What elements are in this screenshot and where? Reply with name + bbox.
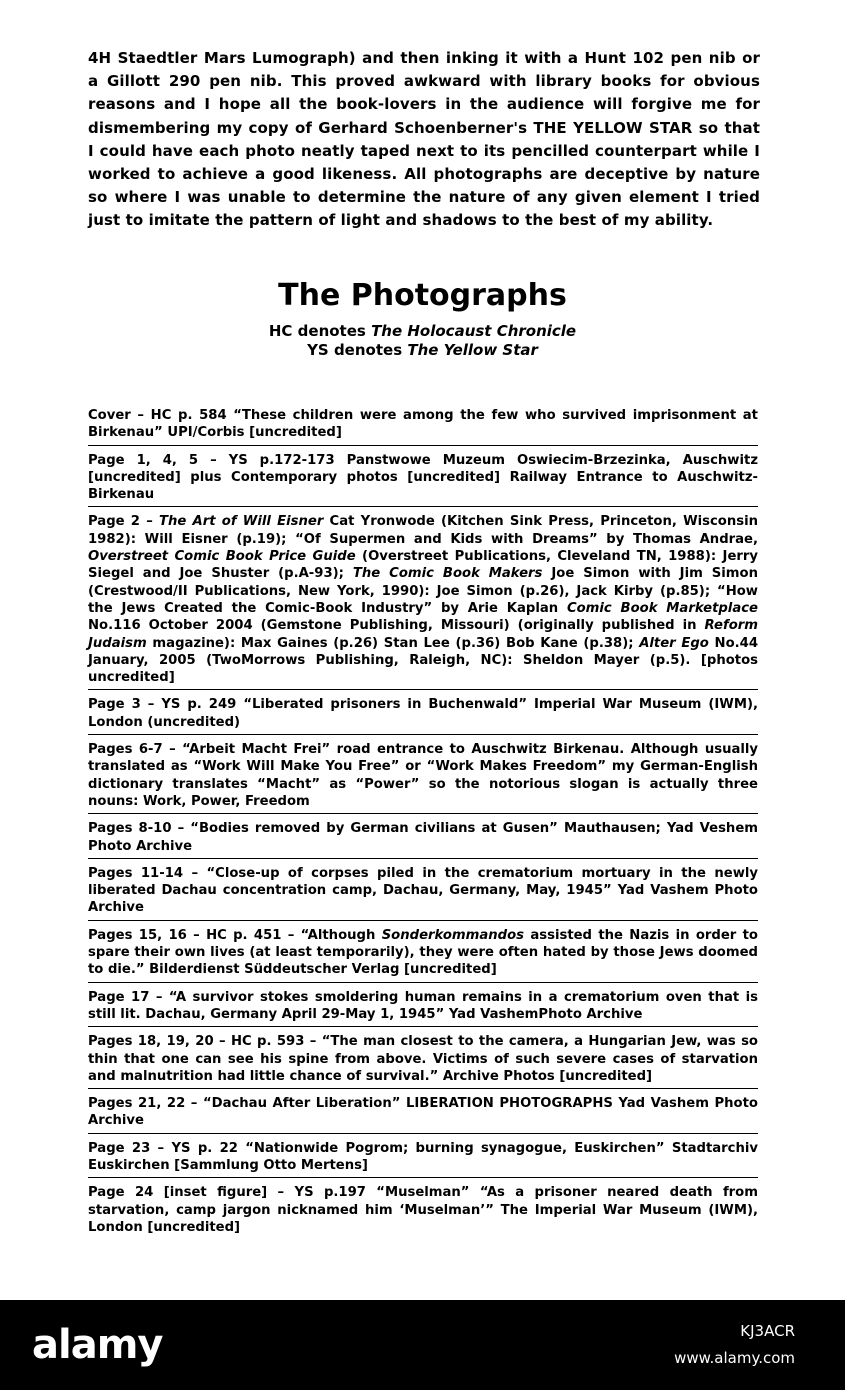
credit-text: No.44 January, 2005 (TwoMorrows Publishing, Raleigh, NC): Sheldon Mayer (p.5). [photos uncredited] [88, 635, 758, 686]
legend-line-hc [0, 322, 845, 341]
credit-text: Page 3 – YS p. 249 “Liberated prisoners in Buchenwald” Imperial War Museum (IWM), London (uncredited) [88, 697, 758, 730]
credit-entry [88, 820, 758, 859]
footer-url: www.alamy.com [674, 1349, 795, 1367]
credit-entry [88, 865, 758, 921]
credit-text: Page 23 – YS p. 22 “Nationwide Pogrom; burning synagogue, Euskirchen” Stadtarchiv Euskirchen [Sammlung Otto Mertens] [88, 1140, 758, 1173]
credit-title-italic: Overstreet Comic Book Price Guide [88, 549, 356, 565]
credit-text: Cat Yronwode (Kitchen Sink Press, Princeton, Wisconsin 1982): Will Eisner (p.19); “Of Supermen and Kids with Dreams” by Thomas Andrae, [88, 514, 759, 547]
credit-entry [88, 513, 758, 690]
watermark-footer [0, 1300, 845, 1390]
credit-entry [88, 1033, 758, 1089]
intro-paragraph: 4H Staedtler Mars Lumograph) and then inking it with a Hunt 102 pen nib or a Gillott 290 pen nib. This proved awkward with library books for obvious reasons and I hope all the book-lovers in the audience will forgive me for dismembering my copy of Gerhard Schoenberner's THE YELLOW STAR so that I could have each photo neatly taped next to its pencilled counterpart while I worked to achieve a good likeness. All photographs are deceptive by nature so where I was unable to determine the nature of any given element I tried just to imitate the pattern of light and shadows to the best of my ability. [88, 49, 760, 230]
credit-text: Page 1, 4, 5 – YS p.172-173 Panstwowe Muzeum Oswiecim-Brzezinka, Auschwitz [uncredited] plus Contemporary photos [uncredited] Railway Entrance to Auschwitz-Birkenau [88, 452, 758, 503]
credit-text: Pages 6-7 – “Arbeit Macht Frei” road entrance to Auschwitz Birkenau. Although usually translated as “Work Will Make You Free” or “Work Makes Freedom” my German-English dictionary translates “Macht” as “Power” so the notorious slogan is actually three nouns: Work, Power, Freedom [88, 742, 758, 809]
image-code: KJ3ACR [740, 1322, 795, 1340]
credit-text: Cover – HC p. 584 “These children were among the few who survived imprisonment at Birkenau” UPI/Corbis [uncredited] [88, 408, 758, 441]
credit-title-italic: Alter Ego [639, 635, 709, 651]
credit-text: Pages 18, 19, 20 – HC p. 593 – “The man closest to the camera, a Hungarian Jew, was so thin that one can see his spine from above. Victims of such severe cases of starvation and malnutrition had little chance of survival.” Archive Photos [uncredited] [88, 1034, 758, 1084]
credit-text: Joe Simon with Jim Simon (Crestwood/II Publications, New York, 1990): Joe Simon (p.26), Jack Kirby (p.85); “How the Jews Created the Comic-Book Industry” by Arie Kaplan [88, 566, 758, 616]
credit-entry [88, 989, 758, 1028]
credit-entry [88, 1184, 758, 1239]
legend-prefix: YS denotes [307, 341, 408, 359]
credit-text: assisted the Nazis in order to spare their own lives (at least temporarily), they were often hated by those Jews doomed to die.” Bilderdienst Süddeutscher Verlag [uncredited] [88, 927, 758, 978]
credit-text: Page 17 – “A survivor stokes smoldering human remains in a crematorium oven that is still lit. Dachau, Germany April 29-May 1, 1945” Yad VashemPhoto Archive [88, 989, 758, 1022]
credit-text: Page 24 [inset figure] – YS p.197 “Muselman” “As a prisoner neared death from starvation, camp jargon nicknamed him ‘Muselman’” The Imperial War Museum (IWM), London [uncredited] [88, 1185, 758, 1235]
credit-text: magazine): Max Gaines (p.26) Stan Lee (p.36) Bob Kane (p.38); [146, 635, 640, 651]
credit-text: (Overstreet Publications, Cleveland TN, 1988): Jerry Siegel and Joe Shuster (p.A-93); [88, 549, 758, 582]
credit-entry [88, 452, 758, 508]
credit-entry [88, 1095, 758, 1134]
legend-book-title: The Yellow Star [407, 341, 538, 359]
credit-text: No.116 October 2004 (Gemstone Publishing, Missouri) (originally published in [88, 618, 705, 634]
credit-title-italic: Comic Book Marketplace [566, 600, 758, 616]
credit-text: Pages 11-14 – “Close-up of corpses piled in the crematorium mortuary in the newly liberated Dachau concentration camp, Dachau, Germany, May, 1945” Yad Vashem Photo Archive [88, 865, 758, 916]
credit-entry [88, 696, 758, 735]
abbreviation-legend [0, 322, 845, 360]
credit-entry [88, 407, 758, 446]
credit-title-italic: Reform Judaism [88, 618, 758, 651]
credit-title-italic: The Art of Will Eisner [159, 514, 324, 530]
section-title: The Photographs [278, 278, 567, 313]
credit-title-italic: Sonderkommandos [381, 927, 525, 943]
credit-text: Page 2 – [88, 514, 160, 530]
credit-text: Pages 21, 22 – “Dachau After Liberation” LIBERATION PHOTOGRAPHS Yad Vashem Photo Archive [88, 1096, 758, 1129]
photo-credits-list [88, 407, 758, 1245]
credit-text: Pages 15, 16 – HC p. 451 – “Although [88, 927, 382, 943]
credit-entry [88, 741, 758, 814]
legend-prefix: HC denotes [268, 322, 372, 340]
credit-title-italic: The Comic Book Makers [352, 566, 543, 582]
legend-book-title: The Holocaust Chronicle [371, 322, 577, 340]
alamy-logo: alamy [32, 1322, 163, 1368]
credit-text: Pages 8-10 – “Bodies removed by German civilians at Gusen” Mauthausen; Yad Veshem Photo Archive [88, 821, 758, 854]
credit-entry [88, 1140, 758, 1179]
credit-entry [88, 927, 758, 983]
legend-line-ys [0, 341, 845, 360]
